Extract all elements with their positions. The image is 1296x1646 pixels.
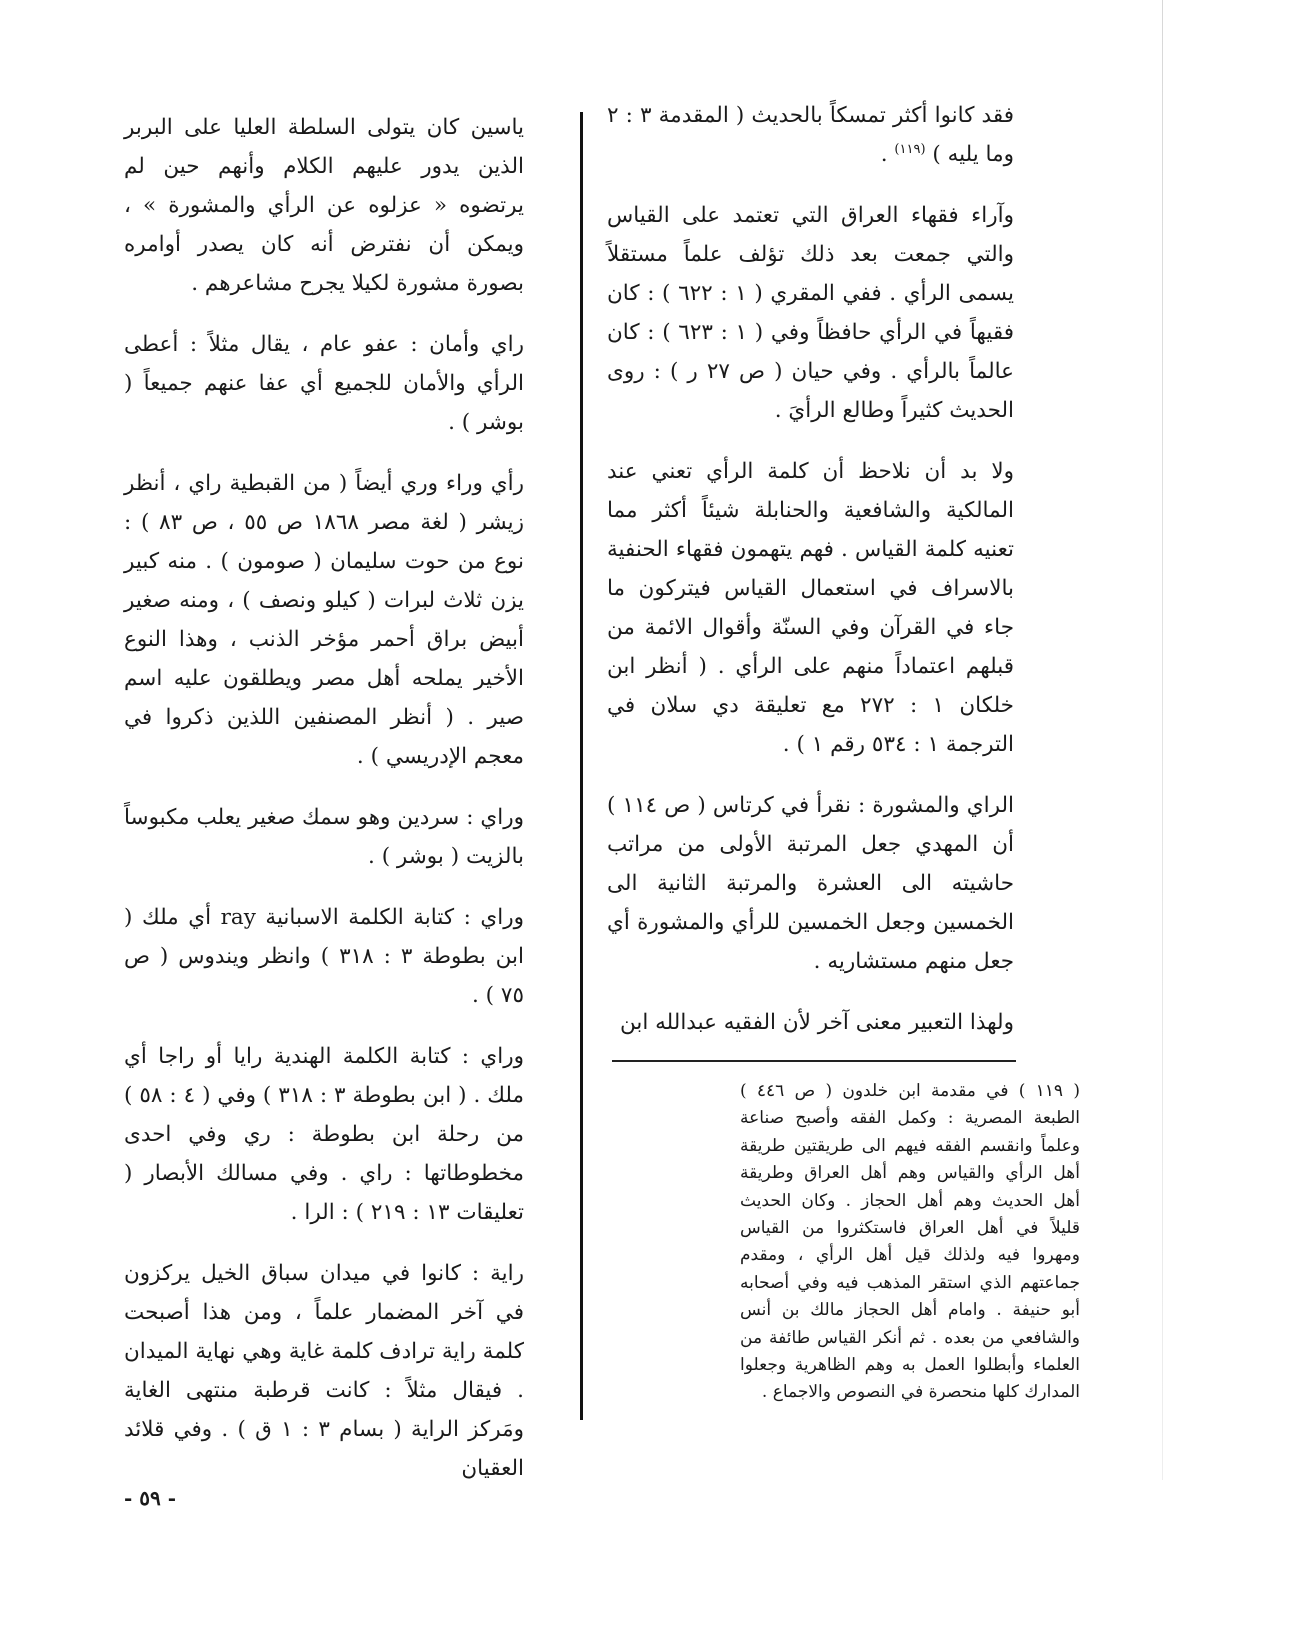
page-edge-line	[1162, 0, 1163, 1480]
paragraph: ياسين كان يتولى السلطة العليا على البربر الذين يدور عليهم الكلام وأنهم حين لم يرتضوه « عزلوه عن الرأي والمشورة » ، ويمكن أن نفترض أنه كان يصدر أوامره بصورة مشورة لكيلا يجرح مشاعرهم .	[124, 115, 524, 296]
paragraph-tail: .	[880, 142, 895, 167]
footnote-reference: (١١٩)	[894, 141, 926, 157]
paragraph: وراي : كتابة الكلمة الاسبانية ray أي ملك ( ابن بطوطة ٣ : ٣١٨ ) وانظر ويندوس ( ص ٧٥ ) .	[124, 905, 524, 1008]
paragraph: وراي : كتابة الكلمة الهندية رايا أو راجا أي ملك . ( ابن بطوطة ٣ : ٣١٨ ) وفي ( ٤ : ٥٨ ) من رحلة ابن بطوطة : ري وفي احدى مخطوطاتها : راي . وفي مسالك الأبصار ( تعليقات ١٣ : ٢١٩ ) : الرا .	[124, 1044, 524, 1225]
paragraph: وآراء فقهاء العراق التي تعتمد على القياس والتي جمعت بعد ذلك تؤلف علماً مستقلاً يسمى الرأي . ففي المقري ( ١ : ٦٢٢ ) : كان فقيهاً في الرأي حافظاً وفي ( ١ : ٦٢٣ ) : كان عالماً بالرأي . وفي حيان ( ص ٢٧ ر ) : روى الحديث كثيراً وطالع الرأيَ .	[607, 203, 1014, 423]
paragraph: وراي : سردين وهو سمك صغير يعلب مكبوساً بالزيت ( بوشر ) .	[124, 805, 524, 869]
footnote-text: ( ١١٩ ) في مقدمة ابن خلدون ( ص ٤٤٦ ) الطبعة المصرية : وكمل الفقه وأصبح صناعة وعلماً وانقسم الفقه فيهم الى طريقتين طريقة أهل الرأي والقياس وهم أهل العراق وطريقة أهل الحديث وهم أهل الحجاز . وكان الحديث قليلاً في أهل العراق فاستكثروا من القياس ومهروا فيه ولذلك قيل أهل الرأي ، ومقدم جماعتهم الذي استقر المذهب فيه وفي أصحابه أبو حنيفة . وامام أهل الحجاز مالك بن أنس والشافعي من بعده . ثم أنكر القياس طائفة من العلماء وأبطلوا العمل به وهم الظاهرية وجعلوا المدارك كلها منحصرة في النصوص والاجماع .	[740, 1081, 1080, 1403]
footnote	[740, 1078, 1080, 1407]
paragraph: الراي والمشورة : نقرأ في كرتاس ( ص ١١٤ ) أن المهدي جعل المرتبة الأولى من مراتب حاشيته الى العشرة والمرتبة الثانية الى الخمسين وجعل الخمسين للرأي والمشورة أي جعل منهم مستشاريه .	[607, 793, 1014, 974]
paragraph: ولهذا التعبير معنى آخر لأن الفقيه عبدالله ابن	[619, 1010, 1014, 1035]
page-number: - ٥٩ -	[124, 1486, 177, 1510]
footnote-separator	[612, 1060, 1016, 1062]
left-text-column	[124, 108, 524, 1510]
paragraph: راي وأمان : عفو عام ، يقال مثلاً : أعطى الرأي والأمان للجميع أي عفا عنهم جميعاً ( بوشر ) .	[124, 332, 524, 435]
paragraph-text: فقد كانوا أكثر تمسكاً بالحديث ( المقدمة ٣ : ٢ وما يليه )	[607, 103, 1014, 167]
paragraph: ولا بد أن نلاحظ أن كلمة الرأي تعني عند المالكية والشافعية والحنابلة شيئاً أكثر مما تعنيه كلمة القياس . فهم يتهمون فقهاء الحنفية بالاسراف في استعمال القياس فيتركون ما جاء في القرآن وفي السنّة وأقوال الائمة من قبلهم اعتماداً منهم على الرأي . ( أنظر ابن خلكان ١ : ٢٧٢ مع تعليقة دي سلان في الترجمة ١ : ٥٣٤ رقم ١ ) .	[607, 459, 1014, 757]
right-text-column	[607, 96, 1014, 1064]
column-divider	[580, 112, 583, 1420]
paragraph: رأي وراء وري أيضاً ( من القبطية راي ، أنظر زيشر ( لغة مصر ١٨٦٨ ص ٥٥ ، ص ٨٣ ) : نوع من حوت سليمان ( صومون ) . منه كبير يزن ثلاث لبرات ( كيلو ونصف ) ، ومنه صغير أبيض براق أحمر مؤخر الذنب ، وهذا النوع الأخير يملحه أهل مصر ويطلقون عليه اسم صير . ( أنظر المصنفين اللذين ذكروا في معجم الإدريسي ) .	[124, 471, 525, 769]
paragraph	[607, 96, 1014, 174]
paragraph: راية : كانوا في ميدان سباق الخيل يركزون في آخر المضمار علماً ، ومن هذا أصبحت كلمة راية ترادف كلمة غاية وهي نهاية الميدان . فيقال مثلاً : كانت قرطبة منتهى الغاية ومَركز الراية ( بسام ٣ : ١ ق ) . وفي قلائد العقيان	[124, 1261, 525, 1481]
